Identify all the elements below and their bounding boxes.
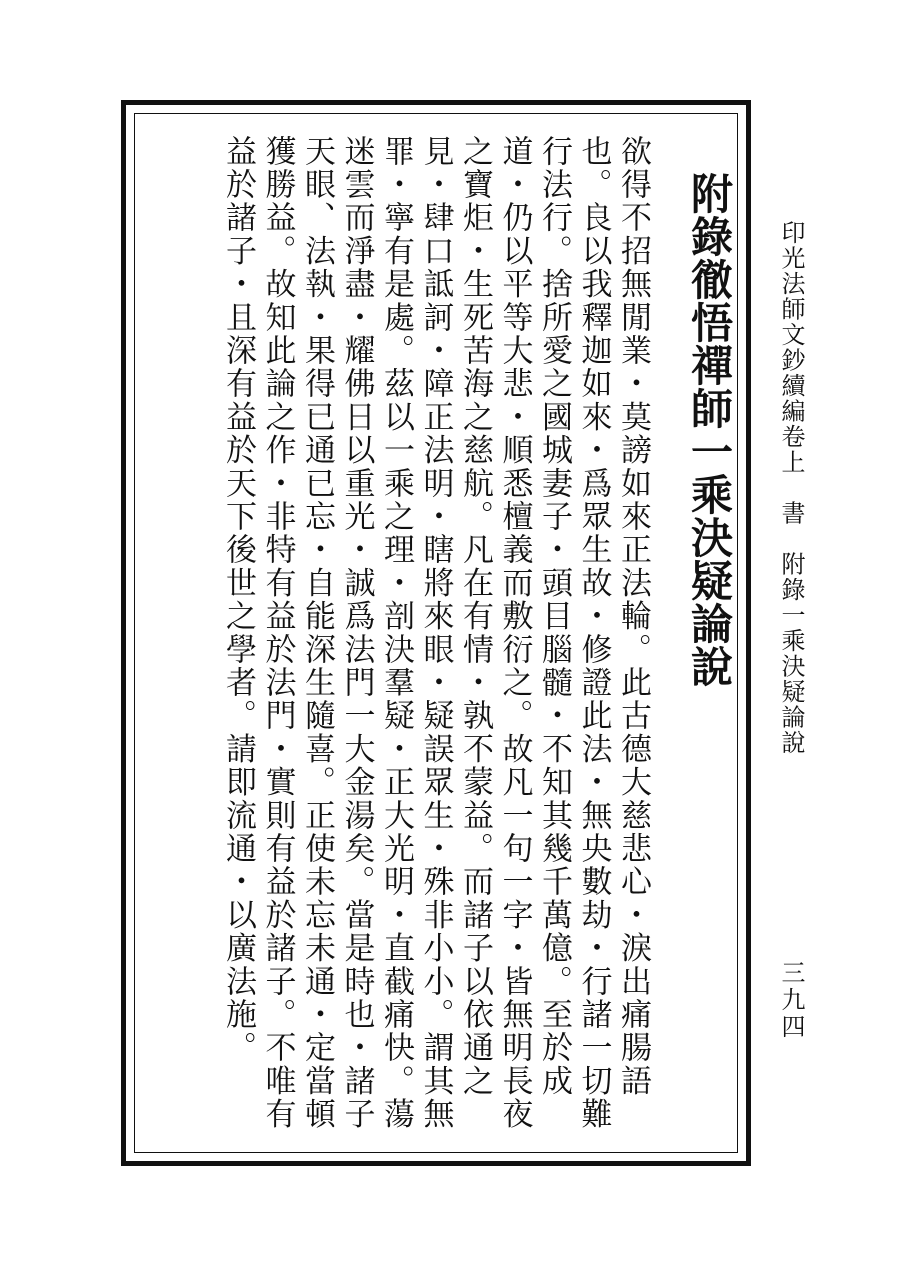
running-head: 印光法師文鈔續編卷上 書 附錄一乘決疑論說 [777,220,805,756]
chapter-title: 附錄徹悟禪師一乘決疑論說 [685,172,734,688]
page-number: 三九四 [777,960,805,1041]
body-text: 欲得不招無閒業・莫謗如來正法輪。此古德大慈悲心・淚出痛腸語也。良以我釋迦如來・爲眾生故・修證此法・無央數劫・行諸一切難行法行。捨所愛之國城妻子・頭目腦髓・不知其幾千萬億。至於成道・仍以平等大悲・順悉檀義而敷衍之。故凡一句一字・皆無明長夜之寶炬・生死苦海之慈航。凡在有情・孰不蒙益。而諸子以依通之見・肆口詆訶・障正法明・瞎將來眼・疑誤眾生・殊非小小。謂其無罪・寧有是處。茲以一乘之理・剖決羣疑・正大光明・直截痛快。蕩迷雲而淨盡・耀佛日以重光・誠爲法門一大金湯矣。當是時也・諸子天眼、法執・果得已通已忘・自能深生隨喜。正使未忘未通・定當頓獲勝益。故知此論之作・非特有益於法門・實則有益於諸子。不唯有益於諸子・且深有益於天下後世之學者。請即流通・以廣法施。 [220,135,651,1131]
